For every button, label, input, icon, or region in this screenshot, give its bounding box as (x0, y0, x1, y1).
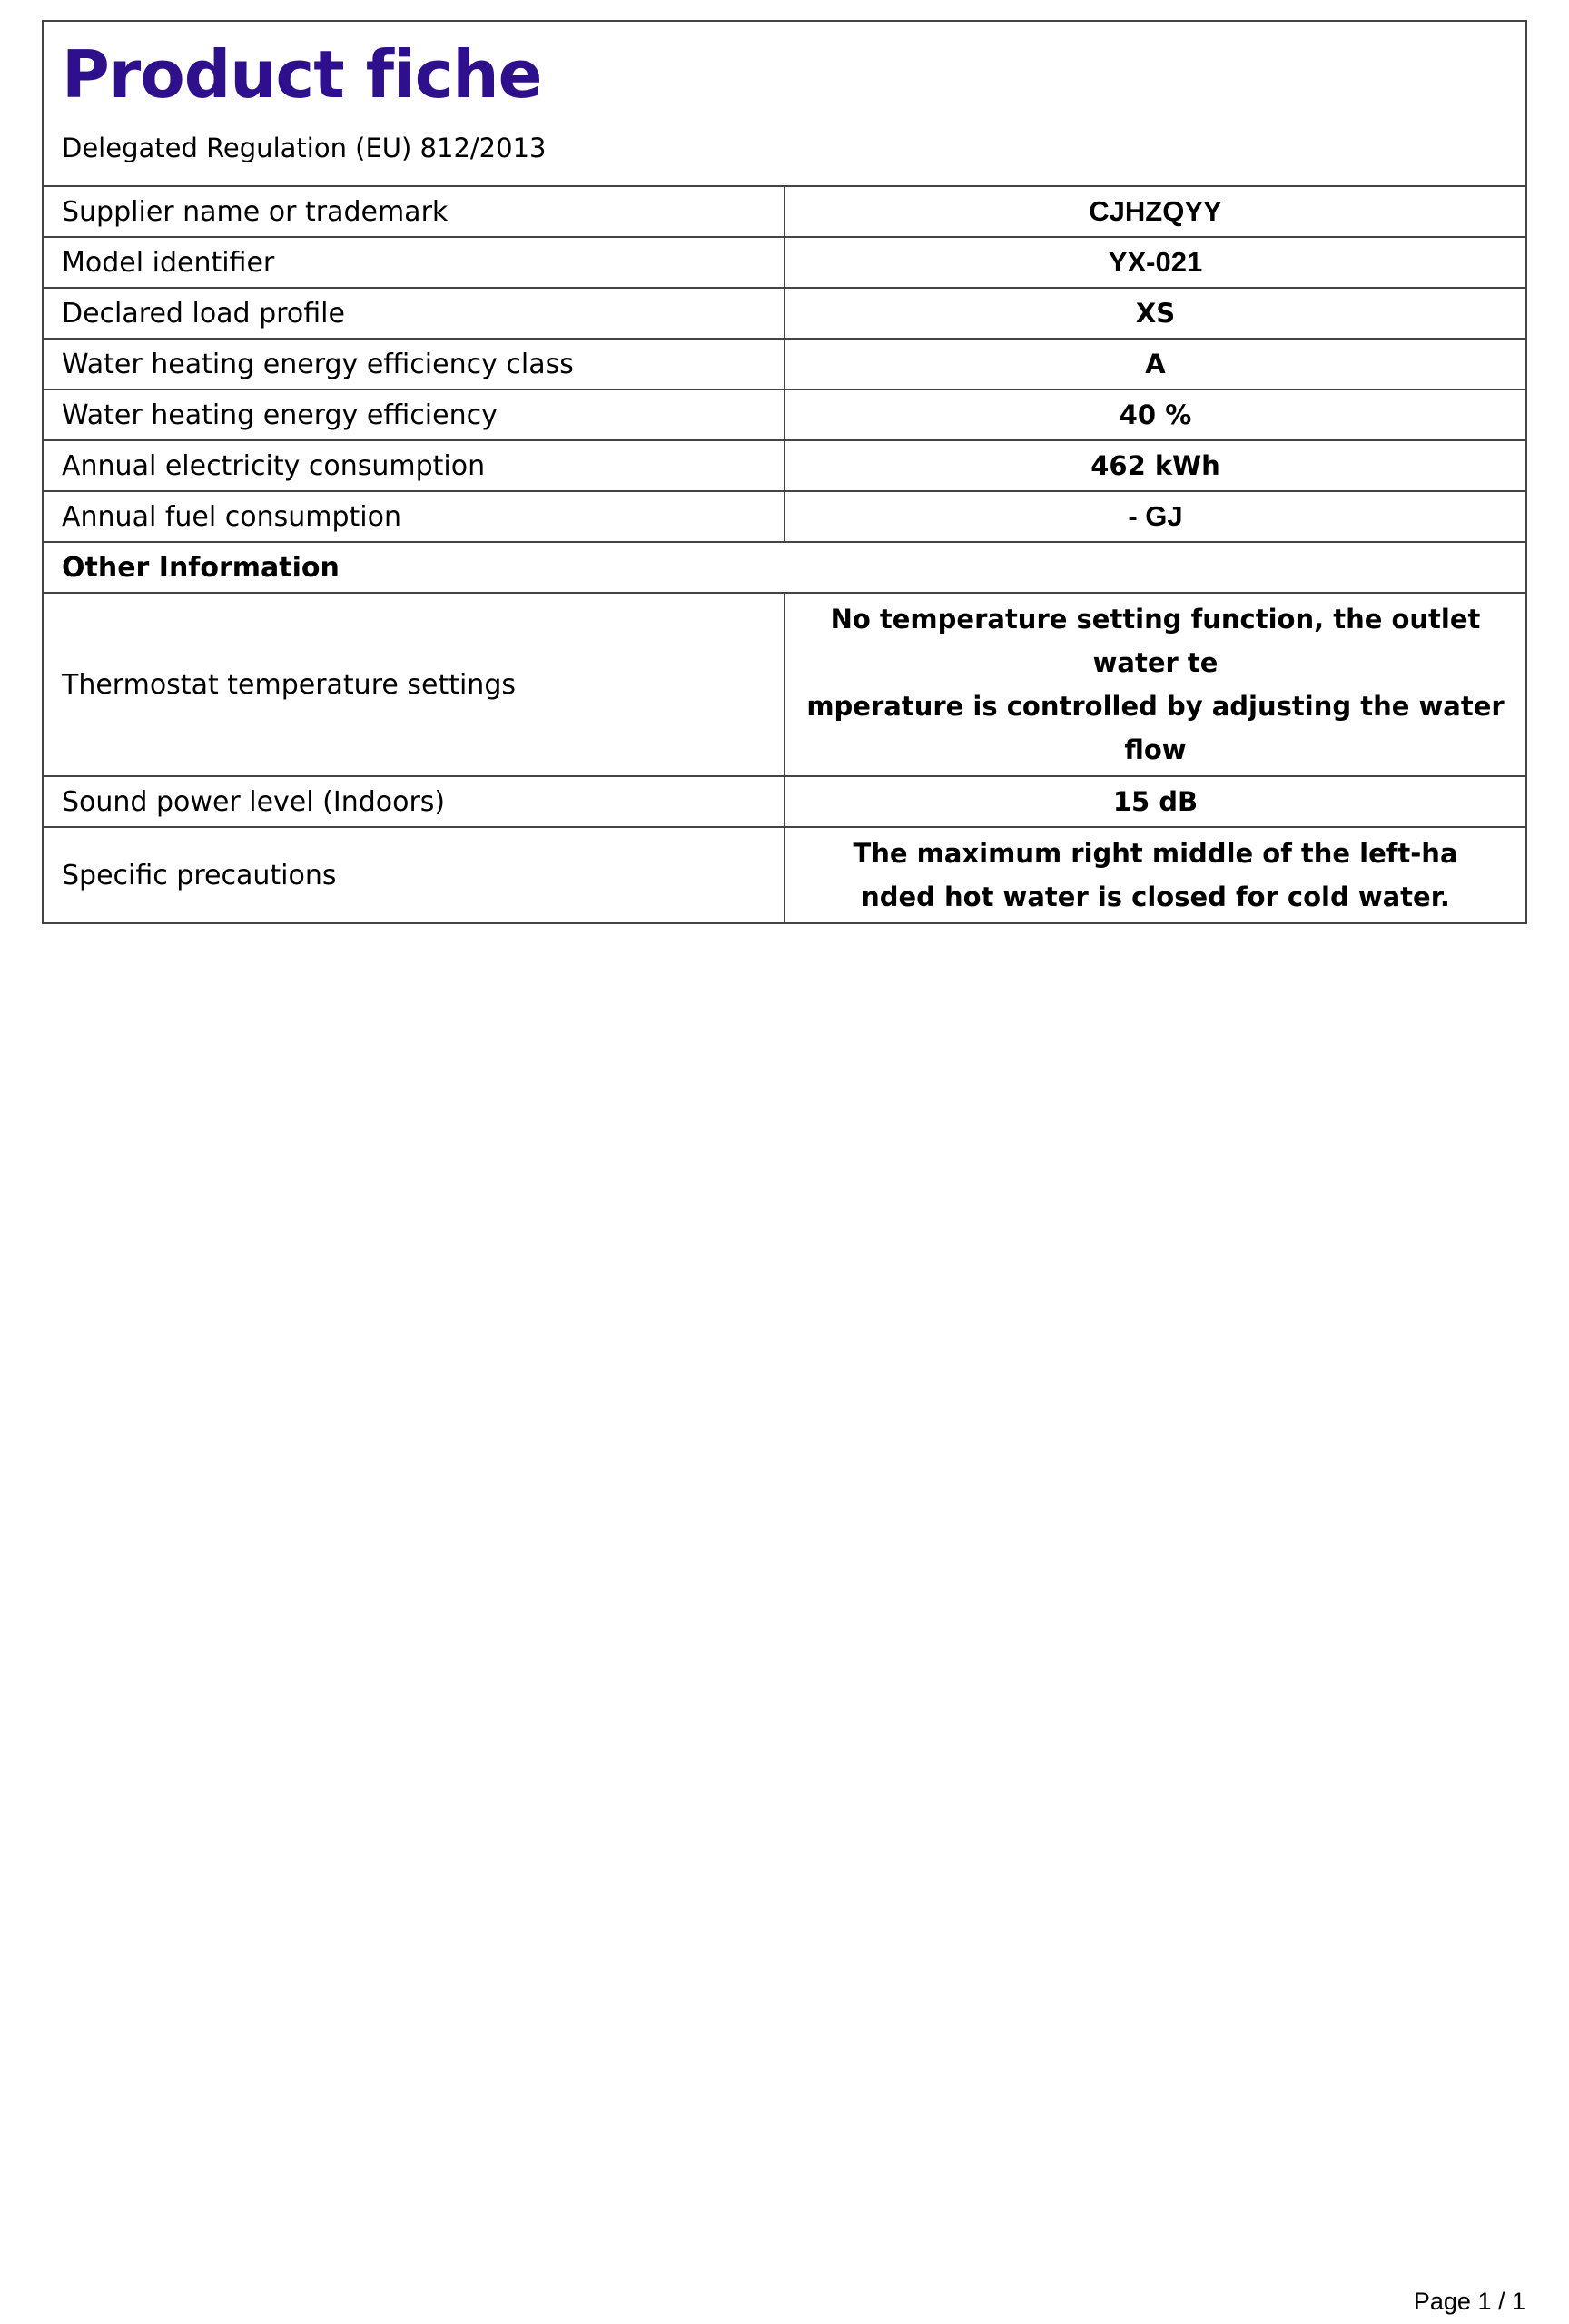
row-value-electricity: 462 kWh (784, 440, 1526, 491)
row-label-model: Model identifier (43, 237, 784, 288)
row-value-fuel: - GJ (784, 491, 1526, 542)
row-label-efficiency: Water heating energy efficiency (43, 389, 784, 440)
row-value-thermostat (784, 593, 1526, 776)
header-row (43, 21, 1526, 186)
thermostat-value-line-1: No temperature setting function, the outlet water te (830, 604, 1481, 678)
row-label-fuel: Annual fuel consumption (43, 491, 784, 542)
row-label-sound: Sound power level (Indoors) (43, 776, 784, 827)
row-value-precautions (784, 827, 1526, 923)
table-row-efficiency-class (43, 339, 1526, 389)
row-label-electricity: Annual electricity consumption (43, 440, 784, 491)
table-row-supplier (43, 186, 1526, 237)
page-title: Product fiche (62, 36, 542, 113)
row-label-precautions: Specific precautions (43, 827, 784, 923)
row-label-load-profile: Declared load profile (43, 288, 784, 339)
page-number: Page 1 / 1 (1413, 2288, 1525, 2315)
table-row-model (43, 237, 1526, 288)
table-row-efficiency (43, 389, 1526, 440)
precautions-value-line-2: nded hot water is closed for cold water. (861, 881, 1450, 912)
row-label-thermostat: Thermostat temperature settings (43, 593, 784, 776)
row-label-supplier: Supplier name or trademark (43, 186, 784, 237)
table-row-precautions (43, 827, 1526, 923)
row-label-efficiency-class: Water heating energy efficiency class (43, 339, 784, 389)
row-value-sound: 15 dB (784, 776, 1526, 827)
section-heading-other: Other Information (43, 542, 1526, 593)
header-cell (43, 21, 1526, 186)
product-fiche-table (42, 20, 1527, 924)
table-row-electricity (43, 440, 1526, 491)
precautions-value-line-1: The maximum right middle of the left-ha (853, 838, 1458, 869)
row-value-efficiency-class: A (784, 339, 1526, 389)
regulation-subtitle: Delegated Regulation (EU) 812/2013 (62, 133, 547, 163)
row-value-supplier: CJHZQYY (784, 186, 1526, 237)
row-value-efficiency: 40 % (784, 389, 1526, 440)
thermostat-value-line-2: mperature is controlled by adjusting the water flow (806, 691, 1505, 765)
row-value-load-profile: XS (784, 288, 1526, 339)
table-row-fuel (43, 491, 1526, 542)
row-value-model: YX-021 (784, 237, 1526, 288)
table-row-thermostat (43, 593, 1526, 776)
section-row-other (43, 542, 1526, 593)
table-row-load-profile (43, 288, 1526, 339)
table-row-sound (43, 776, 1526, 827)
